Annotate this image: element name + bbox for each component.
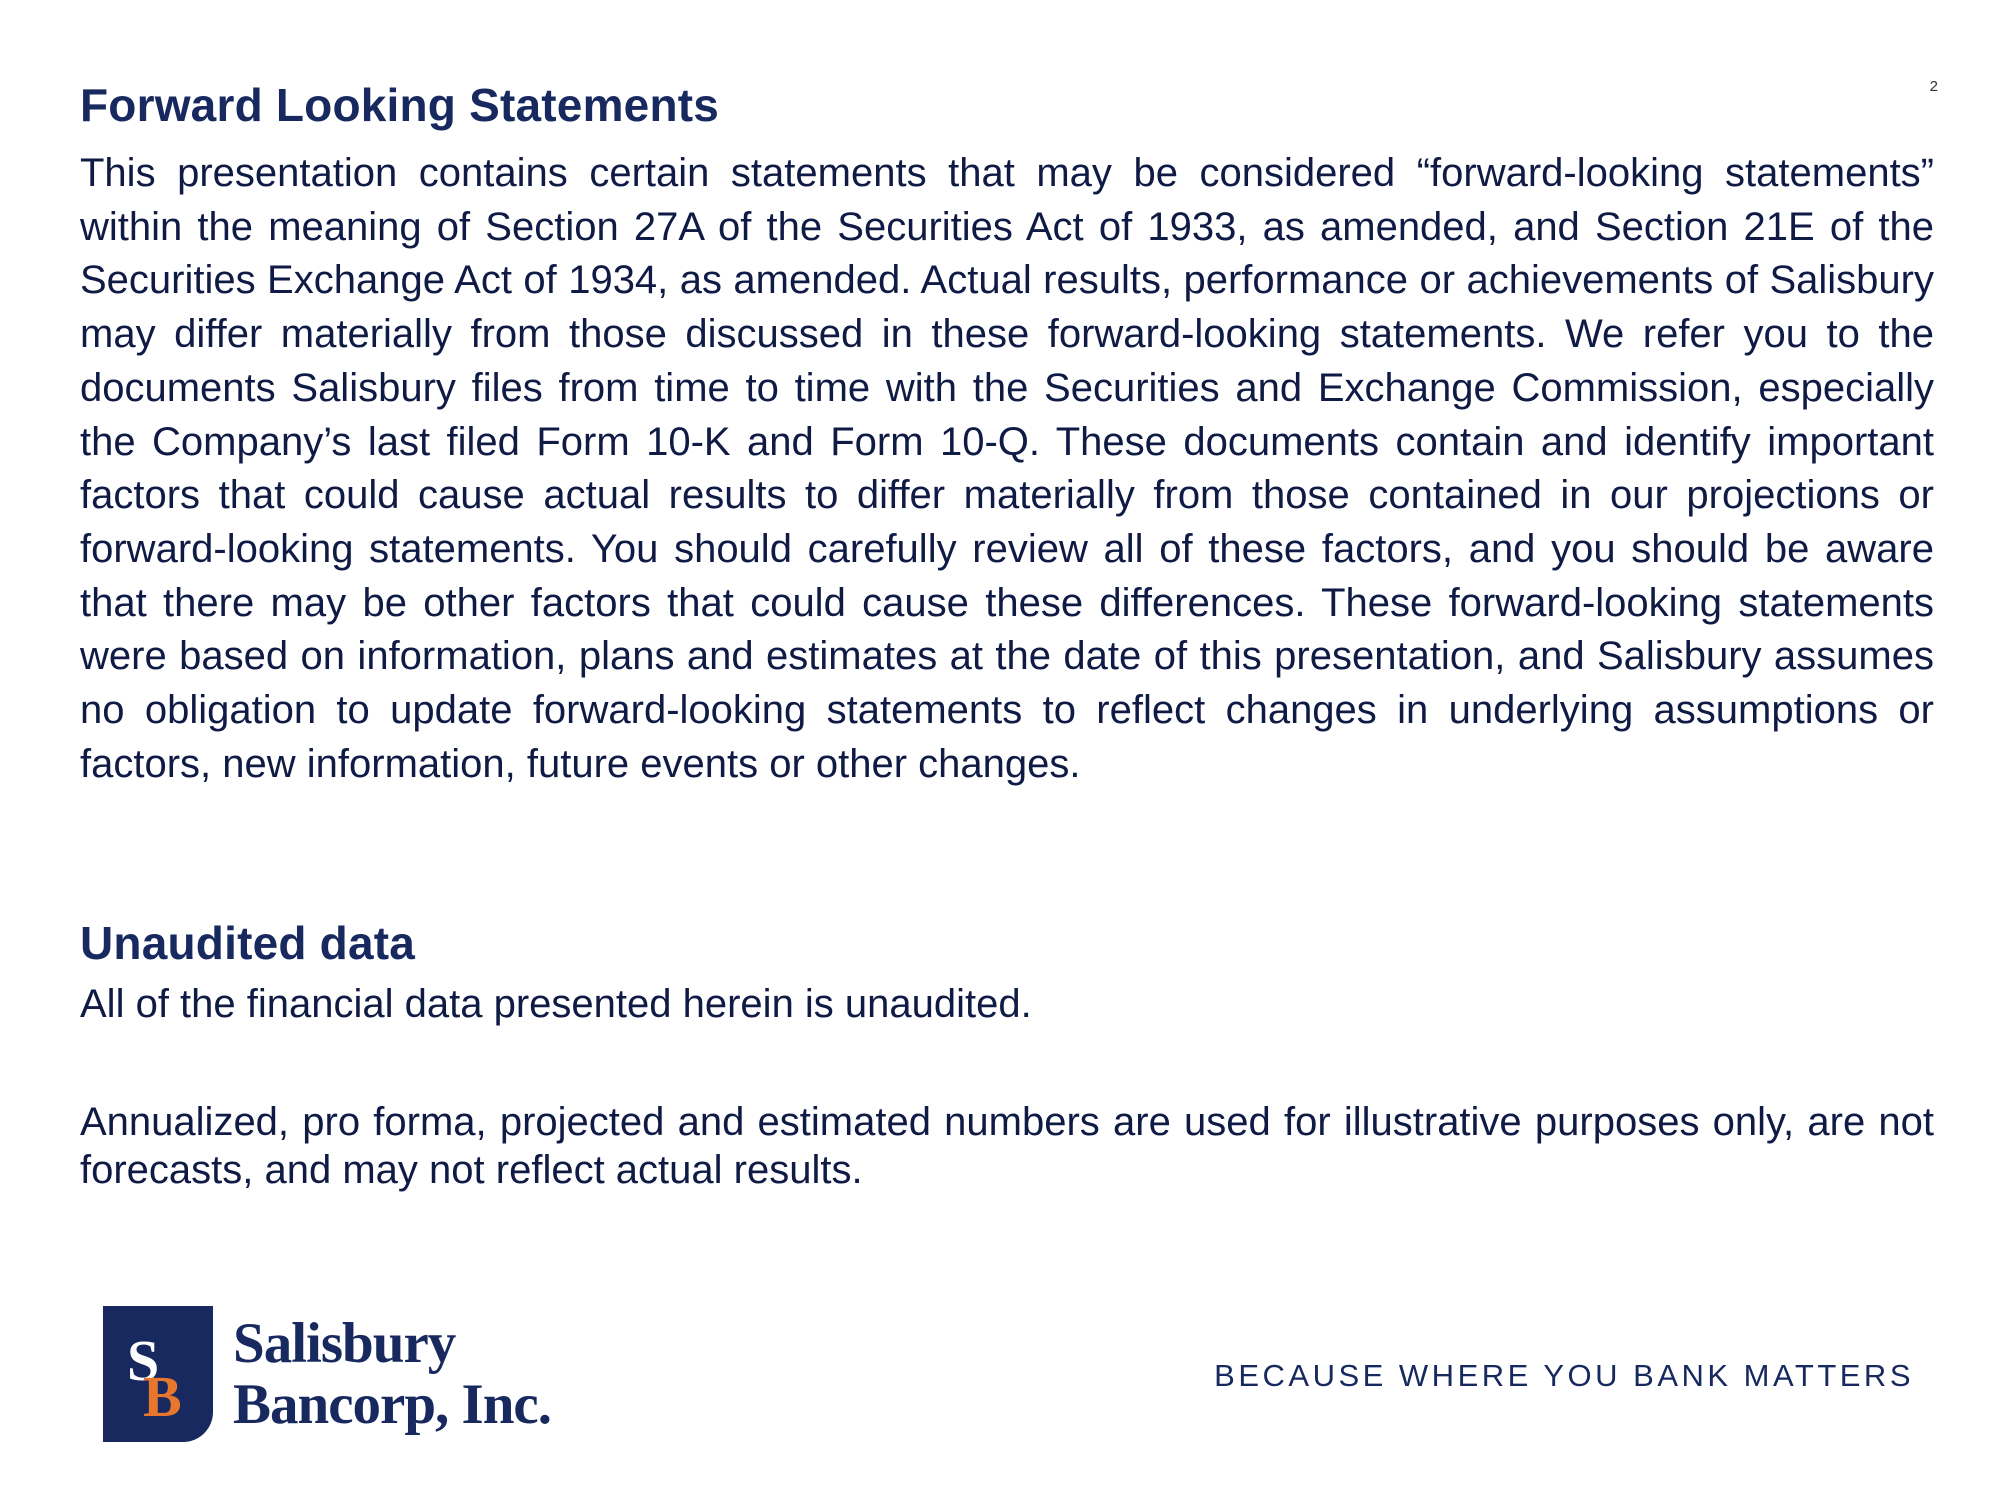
unaudited-body: All of the financial data presented herein is unaudited. [80,982,1032,1026]
tagline: BECAUSE WHERE YOU BANK MATTERS [1214,1358,1914,1393]
logo-letter-s: S [127,1328,160,1393]
logo-line-1: Salisbury [233,1312,456,1375]
page-number: 2 [1929,78,1938,95]
unaudited-heading: Unaudited data [80,917,416,969]
logo-mark-icon [103,1306,213,1442]
salisbury-logo [103,1306,551,1442]
logo-letter-b: B [143,1364,182,1429]
forward-looking-body: This presentation contains certain statements that may be considered “forward-looking statements” within the meaning of Section 27A of the Securities Act of 1933, as amended, and Section 21E of the Securities Exchange Act of 1934, as amended. Actual results, performance or achievements of Salisbury may differ materially from those discussed in these forward-looking statements. We refer you to the documents Salisbury files from time to time with the Securities and Exchange Commission, especially the Company’s last filed Form 10-K and Form 10-Q. These documents contain and identify important factors that could cause actual results to differ materially from those contained in our projections or forward-looking statements. You should carefully review all of these factors, and you should be aware that there may be other factors that could cause these differences. These forward-looking statements were based on information, plans and estimates at the date of this presentation, and Salisbury assumes no obligation to update forward-looking statements to reflect changes in underlying assumptions or factors, new information, future events or other changes. [80,151,1934,786]
logo-wordmark [233,1312,551,1436]
illustrative-note: Annualized, pro forma, projected and estimated numbers are used for illustrative purposes only, are not forecasts, and may not reflect actual results. [80,1100,1934,1192]
forward-looking-heading: Forward Looking Statements [80,79,720,131]
logo-line-2: Bancorp, Inc. [233,1373,551,1436]
